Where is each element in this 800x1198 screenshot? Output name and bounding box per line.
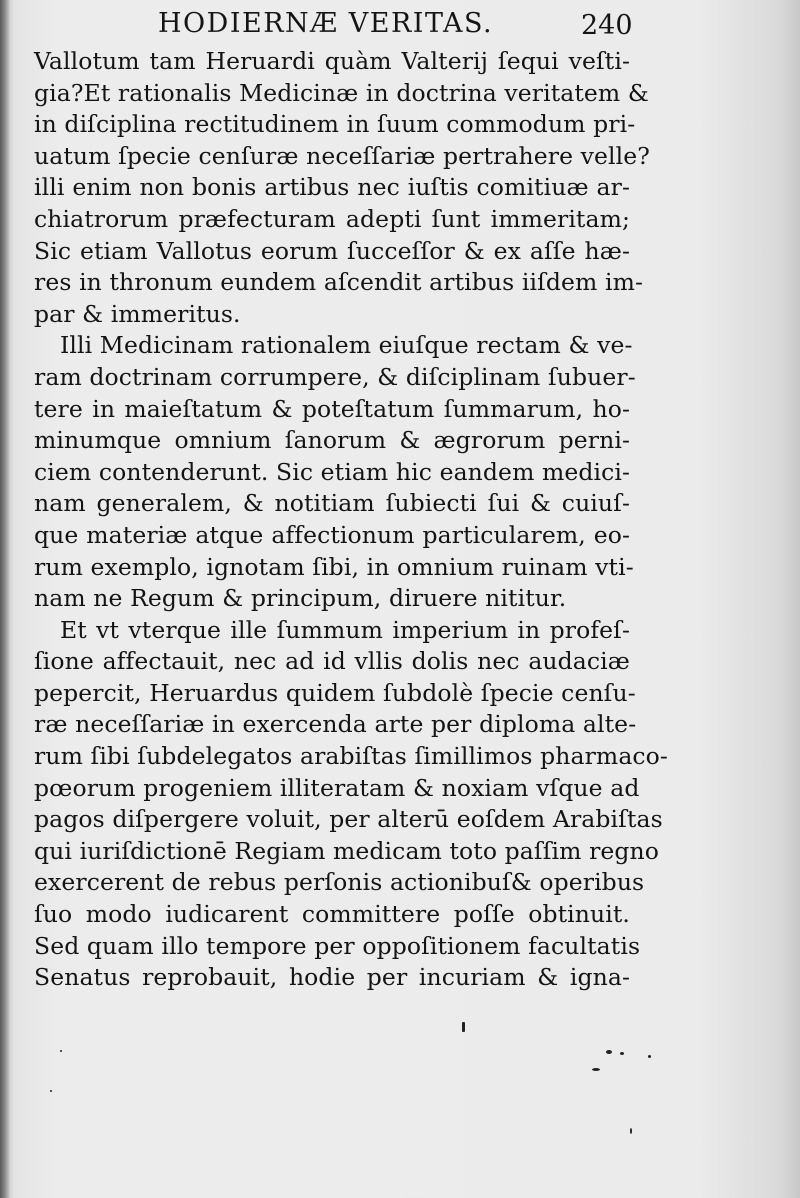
text-line: par & immeritus. <box>34 299 241 328</box>
text-line: ſuo modo iudicarent committere poſſe obtinuit. <box>34 900 630 929</box>
text-line: tere in maieſtatum & poteſtatum ſummarum, ho- <box>34 394 630 423</box>
text-line: minumque omnium ſanorum & ægrorum perni- <box>34 426 630 455</box>
text-line: Sed quam illo tempore per oppoſitionem facultatis <box>34 931 641 960</box>
text-line: uatum ſpecie cenſuræ neceſſariæ pertrahere velle? <box>34 141 650 170</box>
text-line: ſione affectauit, nec ad id vllis dolis nec audaciæ <box>34 647 630 676</box>
paragraph-start-line: Illi Medicinam rationalem eiuſque rectam & ve- <box>60 331 633 360</box>
text-line: ciem contenderunt. Sic etiam hic eandem medici- <box>34 457 631 486</box>
ink-speck <box>50 1090 52 1092</box>
ink-speck <box>606 1050 612 1054</box>
text-line: res in thronum eundem aſcendit artibus iiſdem im- <box>34 268 644 297</box>
ink-speck <box>60 1050 62 1052</box>
text-line: que materiæ atque affectionum particularem, eo- <box>34 520 630 549</box>
text-line: nam ne Regum & principum, diruere nititur. <box>34 584 567 613</box>
text-line: pepercit, Heruardus quidem ſubdolè ſpecie cenſu- <box>34 678 636 707</box>
gutter-shadow <box>0 0 10 1198</box>
text-line: rum exemplo, ignotam ſibi, in omnium ruinam vti- <box>34 552 634 581</box>
text-line: qui iuriſdictionē Regiam medicam toto paſſim regno <box>34 836 660 865</box>
ink-speck <box>648 1055 651 1058</box>
ink-speck <box>462 1022 465 1032</box>
page-number: 240 <box>581 10 633 41</box>
text-line: Sic etiam Vallotus eorum ſucceſſor & ex aſſe hæ- <box>34 236 630 265</box>
paragraph-start-line: Et vt vterque ille ſummum imperium in profeſ- <box>60 615 630 644</box>
text-line: gia?Et rationalis Medicinæ in doctrina veritatem & <box>34 78 649 107</box>
text-line: ræ neceſſariæ in exercenda arte per diploma alte- <box>34 710 637 739</box>
text-line: pœorum progeniem illiteratam & noxiam vſque ad <box>34 773 640 802</box>
text-line: rum ſibi ſubdelegatos arabiſtas ſimillimos pharmaco- <box>34 742 668 771</box>
page-header <box>0 2 800 52</box>
text-line: Senatus reprobauit, hodie per incuriam & igna- <box>34 963 630 992</box>
text-line: illi enim non bonis artibus nec iuſtis comitiuæ ar- <box>34 173 630 202</box>
text-line: exercerent de rebus perſonis actionibuſ& operibus <box>34 868 645 897</box>
running-title: HODIERNÆ VERITAS. <box>158 8 494 39</box>
ink-speck <box>620 1052 624 1055</box>
text-line: pagos diſpergere voluit, per alterū eoſdem Arabiſtas <box>34 805 663 834</box>
ink-speck <box>630 1128 632 1134</box>
text-line: nam generalem, & notitiam ſubiecti ſui & cuiuſ- <box>34 489 630 518</box>
body-text <box>34 46 668 994</box>
text-line: in diſciplina rectitudinem in ſuum commodum pri- <box>34 110 636 139</box>
ink-speck <box>592 1068 600 1071</box>
text-line: Vallotum tam Heruardi quàm Valterij ſequi veſti- <box>34 47 630 75</box>
text-line: ram doctrinam corrumpere, & diſciplinam ſubuer- <box>34 362 636 391</box>
text-line: chiatrorum præfecturam adepti ſunt immeritam; <box>34 204 630 233</box>
